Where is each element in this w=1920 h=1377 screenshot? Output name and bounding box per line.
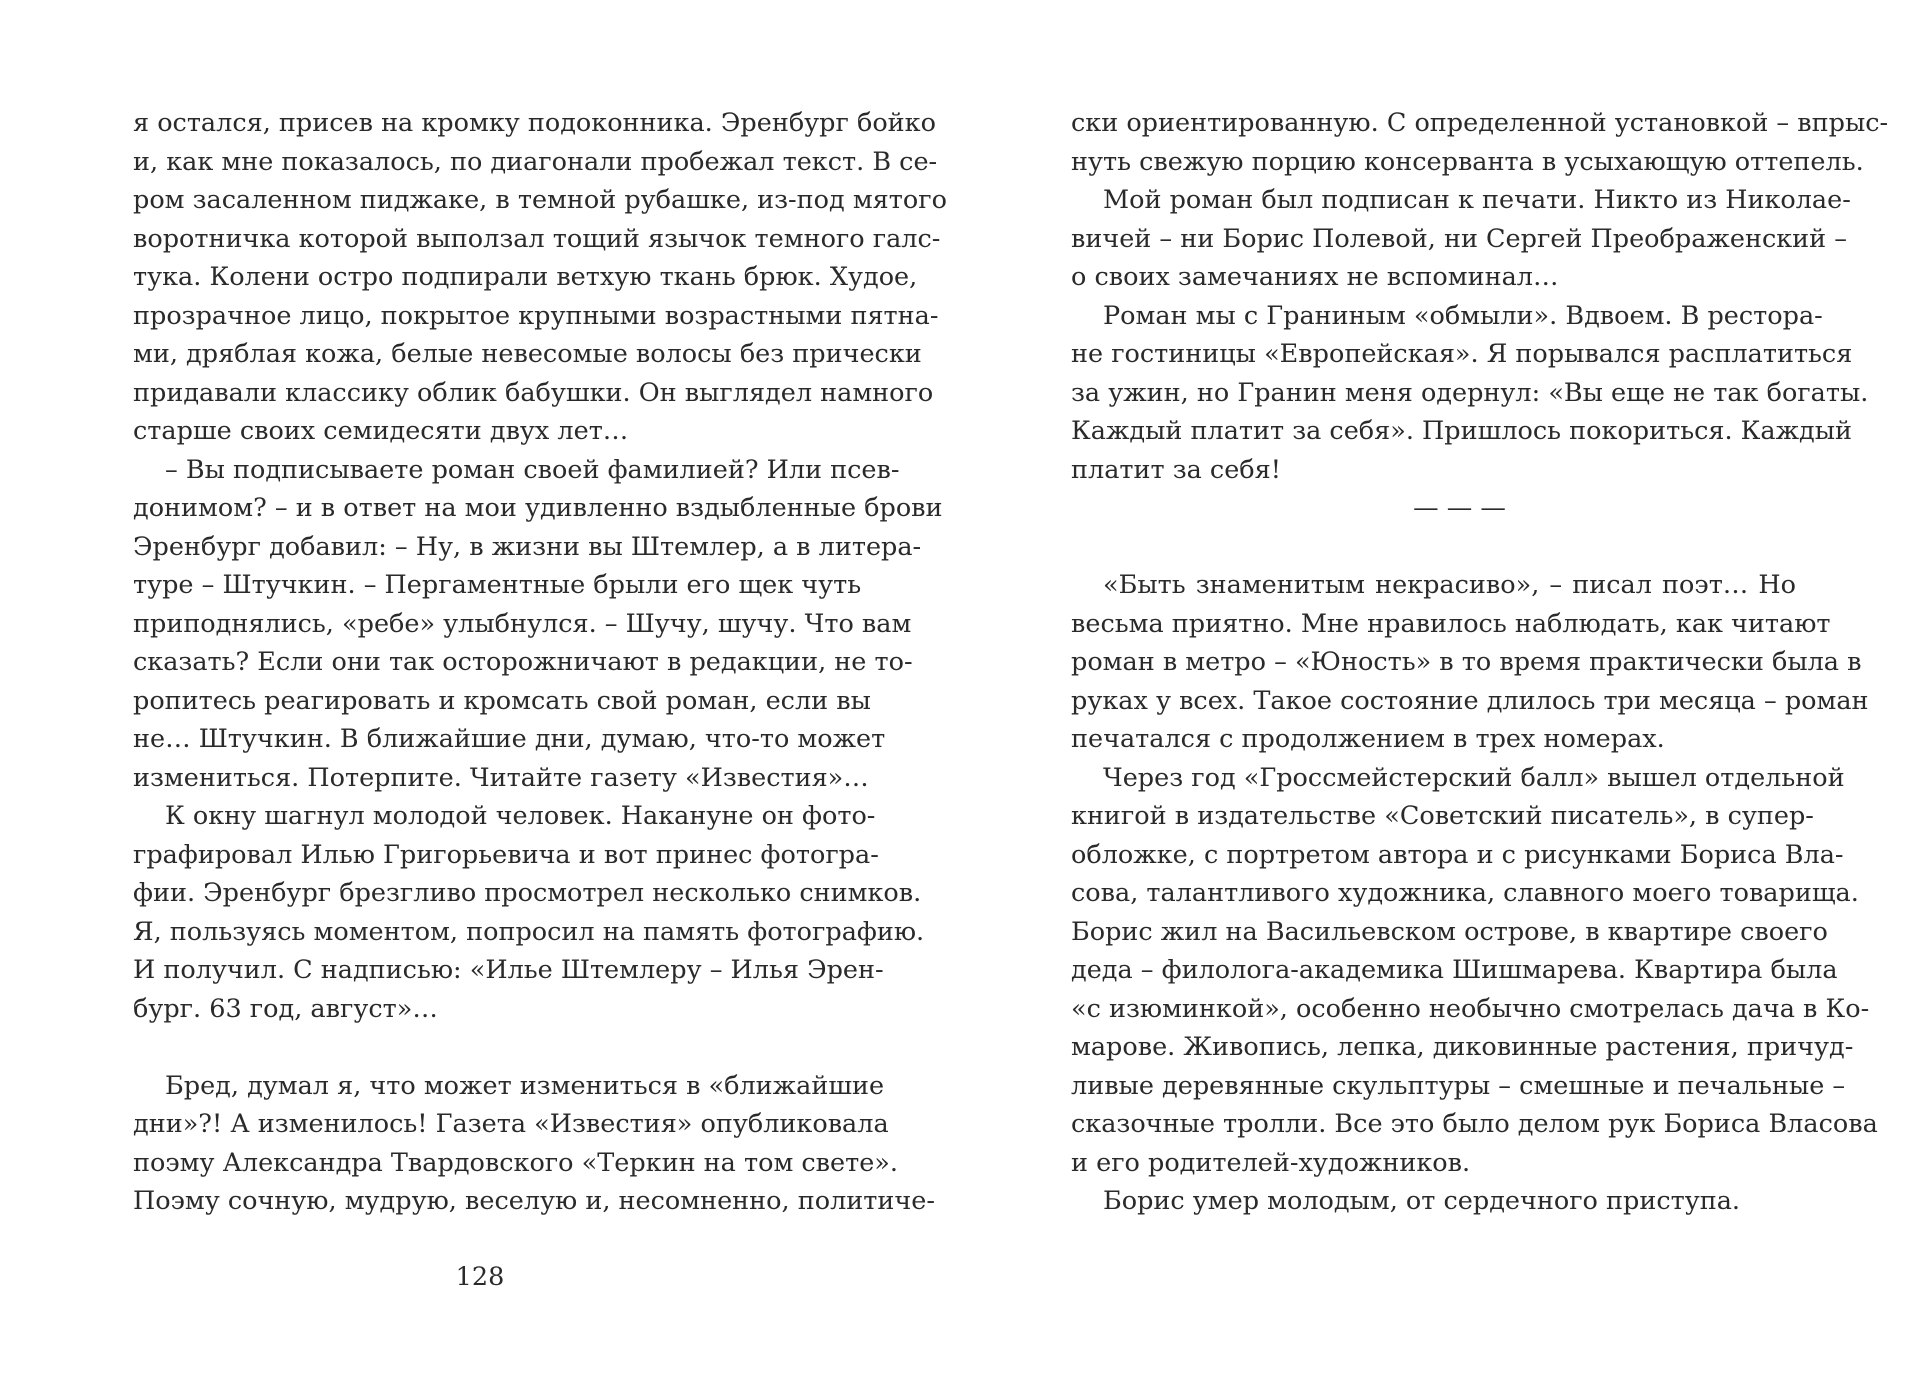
text-line: о своих замечаниях не вспоминал… <box>1071 262 1559 292</box>
text-line: платит за себя! <box>1071 454 1281 485</box>
text-line: графировал Илью Григорьевича и вот принес фотогра- <box>133 839 879 870</box>
text-line: ливые деревянные скульптуры – смешные и печальные – <box>1071 1070 1846 1101</box>
text-line: книгой в издательстве «Советский писатель», в супер- <box>1071 801 1814 831</box>
text-line: ропитесь реагировать и кромсать свой роман, если вы <box>133 685 871 716</box>
text-line: и его родителей-художников. <box>1071 1147 1471 1178</box>
text-line: ски ориентированную. С определенной установкой – впрыс- <box>1071 108 1889 138</box>
text-line: Бред, думал я, что может измениться в «ближайшие <box>165 1070 885 1101</box>
section-divider: — — — <box>1413 493 1506 523</box>
text-line: Через год «Гроссмейстерский балл» вышел отдельной <box>1103 762 1845 793</box>
text-line: руках у всех. Такое состояние длилось три месяца – роман <box>1071 685 1869 716</box>
text-line: вичей – ни Борис Полевой, ни Сергей Преображенский – <box>1071 223 1848 254</box>
text-line: измениться. Потерпите. Читайте газету «Известия»… <box>133 762 869 793</box>
text-line: печатался с продолжением в трех номерах. <box>1071 724 1665 754</box>
text-line: Мой роман был подписан к печати. Никто из Николае- <box>1103 185 1851 215</box>
text-line: весьма приятно. Мне нравилось наблюдать, как читают <box>1071 608 1831 639</box>
text-line: за ужин, но Гранин меня одернул: «Вы еще не так богаты. <box>1071 377 1869 408</box>
text-line: и, как мне показалось, по диагонали пробежал текст. В се- <box>133 146 938 177</box>
text-line: Борис жил на Васильевском острове, в квартире своего <box>1071 916 1828 947</box>
text-line: я остался, присев на кромку подоконника. Эренбург бойко <box>133 108 936 138</box>
section-gap <box>1071 528 1796 567</box>
section-gap <box>133 1028 858 1067</box>
text-line: обложке, с портретом автора и с рисунками Бориса Вла- <box>1071 839 1844 870</box>
text-line: донимом? – и в ответ на мои удивленно вздыбленные брови <box>133 493 943 523</box>
text-line: Роман мы с Граниным «обмыли». Вдвоем. В рестора- <box>1103 300 1823 331</box>
text-line: не… Штучкин. В ближайшие дни, думаю, что-то может <box>133 724 886 754</box>
left-page-text <box>133 104 947 1221</box>
text-line: Поэму сочную, мудрую, веселую и, несомненно, политиче- <box>133 1186 935 1216</box>
text-line: приподнялись, «ребе» улыбнулся. – Шучу, шучу. Что вам <box>133 608 912 639</box>
text-line: сказать? Если они так осторожничают в редакции, не то- <box>133 647 913 677</box>
text-line: сказочные тролли. Все это было делом рук Бориса Власова <box>1071 1109 1878 1139</box>
text-line: Эренбург добавил: – Ну, в жизни вы Штемлер, а в литера- <box>133 531 922 562</box>
text-line: Каждый платит за себя». Пришлось покориться. Каждый <box>1071 416 1853 446</box>
text-line: поэму Александра Твардовского «Теркин на том свете». <box>133 1147 899 1178</box>
text-line: И получил. С надписью: «Илье Штемлеру – Илья Эрен- <box>133 955 884 985</box>
right-page-text <box>1071 104 1889 1221</box>
text-line: ром засаленном пиджаке, в темной рубашке, из-под мятого <box>133 185 947 215</box>
text-line: дни»?! А изменилось! Газета «Известия» опубликовала <box>133 1109 889 1139</box>
text-line: К окну шагнул молодой человек. Накануне он фото- <box>165 801 876 831</box>
text-line: Борис умер молодым, от сердечного приступа. <box>1103 1186 1741 1216</box>
text-line: «с изюминкой», особенно необычно смотрелась дача в Ко- <box>1071 993 1870 1024</box>
text-line: бург. 63 год, август»… <box>133 993 438 1024</box>
text-line: нуть свежую порцию консерванта в усыхающую оттепель. <box>1071 146 1864 177</box>
text-line: тука. Колени остро подпирали ветхую ткань брюк. Худое, <box>133 262 918 292</box>
text-line: придавали классику облик бабушки. Он выглядел намного <box>133 377 934 408</box>
text-line: Я, пользуясь моментом, попросил на память фотографию. <box>133 916 925 947</box>
text-line: прозрачное лицо, покрытое крупными возрастными пятна- <box>133 300 939 331</box>
page-number: 128 <box>455 1262 505 1292</box>
text-line: фии. Эренбург брезгливо просмотрел несколько снимков. <box>133 878 922 908</box>
text-line: старше своих семидесяти двух лет… <box>133 416 629 446</box>
text-line: сова, талантливого художника, славного моего товарища. <box>1071 878 1859 908</box>
text-line: «Быть знаменитым некрасиво», – писал поэт… Но <box>1103 570 1796 600</box>
text-line: марове. Живопись, лепка, диковинные растения, причуд- <box>1071 1032 1854 1062</box>
text-line: ми, дряблая кожа, белые невесомые волосы без прически <box>133 339 922 369</box>
text-line: воротничка которой выползал тощий язычок темного галс- <box>133 223 941 254</box>
text-line: роман в метро – «Юность» в то время практически была в <box>1071 647 1862 677</box>
text-line: деда – филолога-академика Шишмарева. Квартира была <box>1071 955 1838 985</box>
text-line: не гостиницы «Европейская». Я порывался расплатиться <box>1071 339 1853 369</box>
text-line: туре – Штучкин. – Пергаментные брыли его щек чуть <box>133 570 862 600</box>
text-line: – Вы подписываете роман своей фамилией? Или псев- <box>165 454 900 485</box>
